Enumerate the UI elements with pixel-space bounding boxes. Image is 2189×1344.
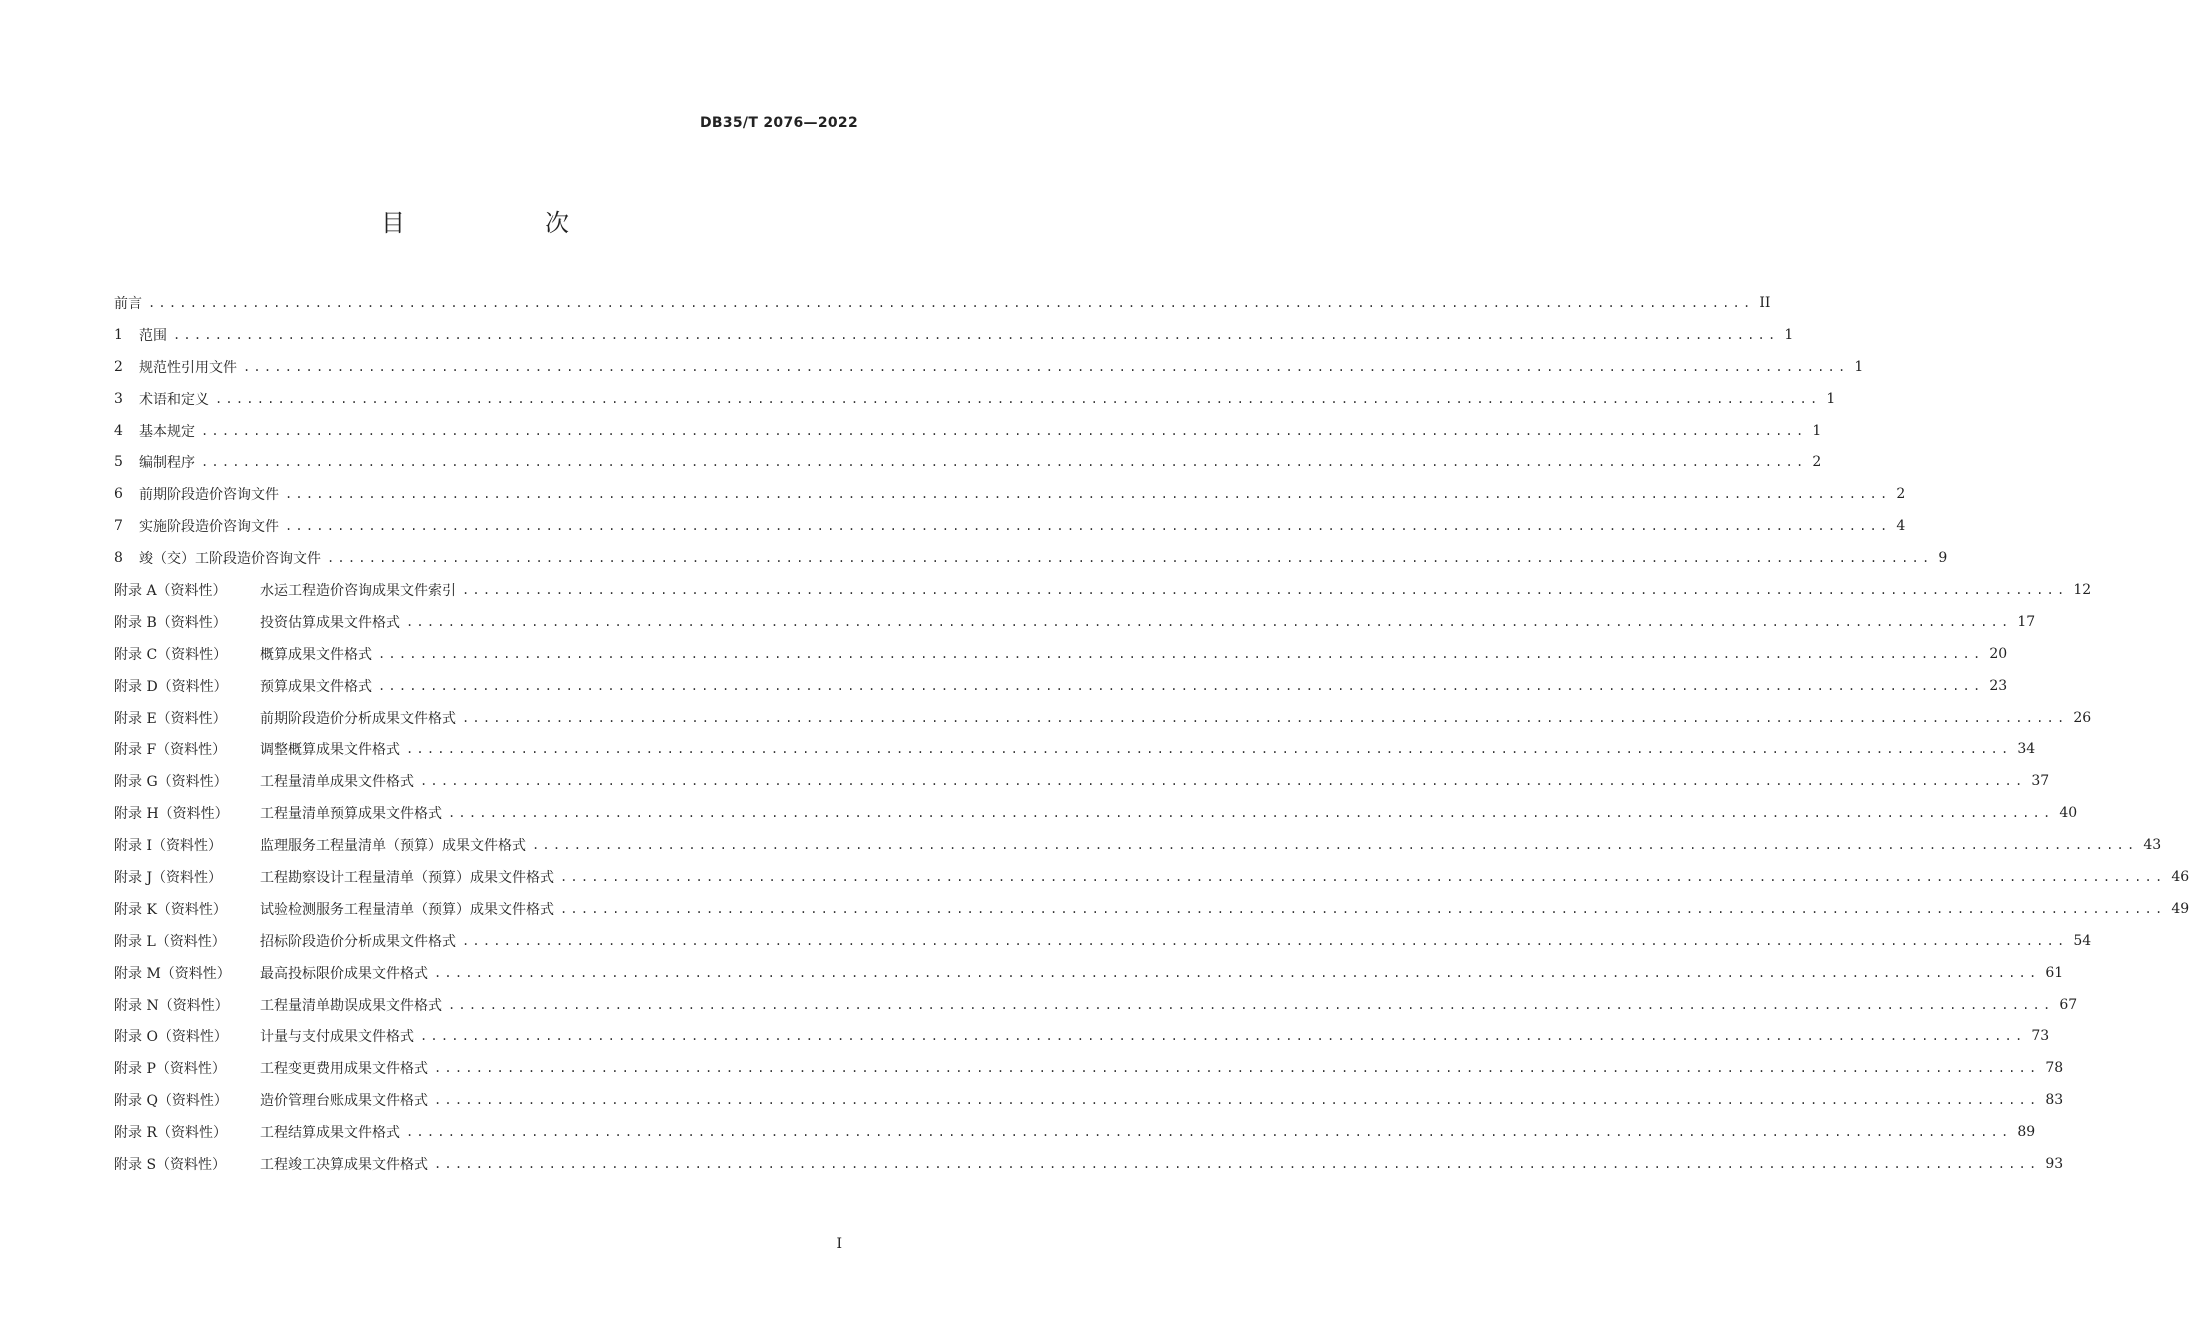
toc-entry-page: 1: [1812, 422, 1822, 439]
toc-dot-leader: ..........................................................................................................................................................: [420, 774, 2026, 789]
toc-entry-page: 78: [2045, 1060, 2064, 1077]
toc-dot-leader: ..........................................................................................................................................................: [434, 965, 2040, 980]
toc-dot-leader: ..........................................................................................................................................................: [406, 1125, 2012, 1140]
toc-entry-page: 1: [1854, 358, 1864, 375]
toc-entry-title: 前期阶段造价咨询文件: [139, 487, 279, 504]
toc-entry-page: 34: [2017, 741, 2036, 758]
toc-entry-title: 投资估算成果文件格式: [260, 614, 400, 631]
toc-entry-title: 监理服务工程量清单（预算）成果文件格式: [260, 838, 526, 855]
toc-dot-leader: ..........................................................................................................................................................: [462, 582, 2068, 597]
toc-entry-page: 46: [2171, 868, 2189, 885]
toc-entry-title: 工程勘察设计工程量清单（预算）成果文件格式: [260, 869, 554, 886]
toc-entry-page: 9: [1938, 550, 1948, 567]
table-of-contents: [114, 287, 2189, 1180]
toc-dot-leader: ..........................................................................................................................................................: [462, 710, 2068, 725]
toc-entry-appendix-label: 附录 G（资料性）: [114, 774, 228, 791]
toc-entry-appendix-label: 附录 A（资料性）: [114, 582, 227, 599]
toc-entry-appendix-label: 附录 F（资料性）: [114, 742, 227, 759]
toc-entry-number: 8: [114, 550, 123, 567]
toc-dot-leader: ..........................................................................................................................................................: [148, 295, 1754, 310]
toc-entry-title: 水运工程造价咨询成果文件索引: [260, 582, 456, 599]
toc-entry-page: II: [1759, 294, 1771, 311]
toc-entry-page: 2: [1812, 454, 1822, 471]
toc-entry-page: 2: [1896, 486, 1906, 503]
toc-dot-leader: ..........................................................................................................................................................: [215, 391, 1821, 406]
toc-entry[interactable]: [114, 861, 2189, 893]
toc-entry-number: 5: [114, 454, 123, 471]
toc-entry-page: 40: [2059, 805, 2078, 822]
toc-entry-page: 20: [1989, 645, 2008, 662]
toc-dot-leader: ..........................................................................................................................................................: [378, 678, 1984, 693]
toc-dot-leader: ..........................................................................................................................................................: [327, 551, 1933, 566]
toc-dot-leader: ..........................................................................................................................................................: [448, 806, 2054, 821]
toc-entry-title: 工程竣工决算成果文件格式: [260, 1156, 428, 1173]
toc-entry-number: 2: [114, 358, 123, 375]
toc-dot-leader: ..........................................................................................................................................................: [201, 455, 1807, 470]
toc-entry-title: 工程量清单预算成果文件格式: [260, 806, 442, 823]
toc-dot-leader: ..........................................................................................................................................................: [420, 1029, 2026, 1044]
toc-entry-page: 4: [1896, 518, 1906, 535]
toc-entry-page: 12: [2073, 581, 2092, 598]
toc-entry-title: 范围: [139, 327, 167, 344]
toc-entry-page: 43: [2143, 837, 2162, 854]
toc-entry-appendix-label: 附录 P（资料性）: [114, 1061, 226, 1078]
toc-dot-leader: ..........................................................................................................................................................: [448, 997, 2054, 1012]
toc-entry-appendix-label: 附录 D（资料性）: [114, 678, 228, 695]
toc-entry-title: 工程量清单勘误成果文件格式: [260, 997, 442, 1014]
toc-dot-leader: ..........................................................................................................................................................: [560, 869, 2166, 884]
toc-dot-leader: ..........................................................................................................................................................: [201, 423, 1807, 438]
toc-entry[interactable]: [114, 446, 1822, 478]
toc-entry-title: 前言: [114, 295, 142, 312]
toc-entry-title: 预算成果文件格式: [260, 678, 372, 695]
page-title: 目 次: [381, 209, 627, 237]
toc-entry-page: 54: [2073, 932, 2092, 949]
toc-entry[interactable]: [114, 797, 2078, 829]
toc-entry-title: 实施阶段造价咨询文件: [139, 519, 279, 536]
toc-entry[interactable]: [114, 1020, 2050, 1052]
page-number: I: [836, 1236, 842, 1252]
toc-dot-leader: ..........................................................................................................................................................: [434, 1061, 2040, 1076]
toc-entry-page: 26: [2073, 709, 2092, 726]
toc-entry-page: 83: [2045, 1092, 2064, 1109]
toc-entry[interactable]: [114, 638, 2008, 670]
toc-entry[interactable]: [114, 765, 2050, 797]
toc-entry-number: 1: [114, 326, 123, 343]
toc-entry-title: 工程变更费用成果文件格式: [260, 1061, 428, 1078]
toc-entry[interactable]: [114, 1052, 2064, 1084]
toc-entry[interactable]: [114, 319, 1794, 351]
toc-entry-page: 1: [1826, 390, 1836, 407]
toc-entry-page: 89: [2017, 1124, 2036, 1141]
toc-entry-page: 61: [2045, 964, 2064, 981]
toc-entry[interactable]: [114, 351, 1864, 383]
toc-entry-appendix-label: 附录 K（资料性）: [114, 901, 227, 918]
toc-entry[interactable]: [114, 1148, 2064, 1180]
toc-entry-title: 工程量清单成果文件格式: [260, 774, 414, 791]
toc-entry-number: 4: [114, 422, 123, 439]
toc-entry-title: 最高投标限价成果文件格式: [260, 965, 428, 982]
toc-entry-title: 招标阶段造价分析成果文件格式: [260, 933, 456, 950]
toc-entry[interactable]: [114, 893, 2189, 925]
toc-entry-title: 调整概算成果文件格式: [260, 742, 400, 759]
toc-entry-title: 基本规定: [139, 423, 195, 440]
toc-entry-appendix-label: 附录 H（资料性）: [114, 806, 229, 823]
toc-entry[interactable]: [114, 510, 1906, 542]
toc-entry-title: 前期阶段造价分析成果文件格式: [260, 710, 456, 727]
toc-entry-number: 3: [114, 390, 123, 407]
toc-entry[interactable]: [114, 1116, 2036, 1148]
toc-entry[interactable]: [114, 415, 1822, 447]
toc-entry[interactable]: [114, 925, 2092, 957]
toc-entry[interactable]: [114, 670, 2008, 702]
toc-entry-page: 1: [1784, 326, 1794, 343]
toc-entry-page: 37: [2031, 773, 2050, 790]
toc-dot-leader: ..........................................................................................................................................................: [532, 838, 2138, 853]
toc-entry-appendix-label: 附录 N（资料性）: [114, 997, 229, 1014]
toc-entry-appendix-label: 附录 I（资料性）: [114, 838, 222, 855]
toc-dot-leader: ..........................................................................................................................................................: [285, 519, 1891, 534]
toc-entry-page: 23: [1989, 677, 2008, 694]
toc-entry-appendix-label: 附录 E（资料性）: [114, 710, 227, 727]
toc-dot-leader: ..........................................................................................................................................................: [406, 742, 2012, 757]
toc-entry-title: 造价管理台账成果文件格式: [260, 1093, 428, 1110]
toc-entry-page: 73: [2031, 1028, 2050, 1045]
toc-dot-leader: ..........................................................................................................................................................: [560, 901, 2166, 916]
toc-entry[interactable]: [114, 702, 2092, 734]
toc-entry-appendix-label: 附录 R（资料性）: [114, 1125, 227, 1142]
toc-entry-page: 93: [2045, 1155, 2064, 1172]
toc-entry-title: 工程结算成果文件格式: [260, 1125, 400, 1142]
toc-entry-appendix-label: 附录 M（资料性）: [114, 965, 231, 982]
toc-dot-leader: ..........................................................................................................................................................: [406, 614, 2012, 629]
toc-dot-leader: ..........................................................................................................................................................: [243, 359, 1849, 374]
toc-entry-page: 17: [2017, 613, 2036, 630]
toc-entry-appendix-label: 附录 B（资料性）: [114, 614, 227, 631]
toc-entry-title: 规范性引用文件: [139, 359, 237, 376]
toc-entry[interactable]: [114, 478, 1906, 510]
toc-entry-title: 概算成果文件格式: [260, 646, 372, 663]
toc-entry-appendix-label: 附录 J（资料性）: [114, 869, 223, 886]
toc-entry[interactable]: [114, 574, 2092, 606]
toc-dot-leader: ..........................................................................................................................................................: [378, 646, 1984, 661]
toc-entry-appendix-label: 附录 Q（资料性）: [114, 1093, 228, 1110]
toc-entry[interactable]: [114, 989, 2078, 1021]
toc-entry[interactable]: [114, 606, 2036, 638]
toc-entry-title: 编制程序: [139, 455, 195, 472]
toc-dot-leader: ..........................................................................................................................................................: [173, 327, 1779, 342]
toc-entry-title: 术语和定义: [139, 391, 209, 408]
toc-entry-number: 7: [114, 518, 123, 535]
toc-entry[interactable]: [114, 957, 2064, 989]
toc-entry-appendix-label: 附录 S（资料性）: [114, 1156, 227, 1173]
toc-entry[interactable]: [114, 829, 2162, 861]
toc-entry[interactable]: [114, 542, 1948, 574]
document-code: DB35/T 2076—2022: [699, 115, 858, 131]
toc-entry-appendix-label: 附录 C（资料性）: [114, 646, 228, 663]
toc-entry-title: 试验检测服务工程量清单（预算）成果文件格式: [260, 901, 554, 918]
toc-entry[interactable]: [114, 1084, 2064, 1116]
toc-dot-leader: ..........................................................................................................................................................: [285, 487, 1891, 502]
toc-dot-leader: ..........................................................................................................................................................: [434, 1093, 2040, 1108]
toc-entry[interactable]: [114, 383, 1836, 415]
toc-entry-appendix-label: 附录 O（资料性）: [114, 1029, 228, 1046]
toc-dot-leader: ..........................................................................................................................................................: [434, 1156, 2040, 1171]
toc-dot-leader: ..........................................................................................................................................................: [462, 933, 2068, 948]
toc-entry-title: 计量与支付成果文件格式: [260, 1029, 414, 1046]
toc-entry-appendix-label: 附录 L（资料性）: [114, 933, 226, 950]
toc-entry[interactable]: [114, 287, 1771, 319]
toc-entry-number: 6: [114, 486, 123, 503]
toc-entry[interactable]: [114, 733, 2036, 765]
toc-entry-title: 竣（交）工阶段造价咨询文件: [139, 551, 321, 568]
toc-entry-page: 67: [2059, 996, 2078, 1013]
toc-entry-page: 49: [2171, 900, 2189, 917]
